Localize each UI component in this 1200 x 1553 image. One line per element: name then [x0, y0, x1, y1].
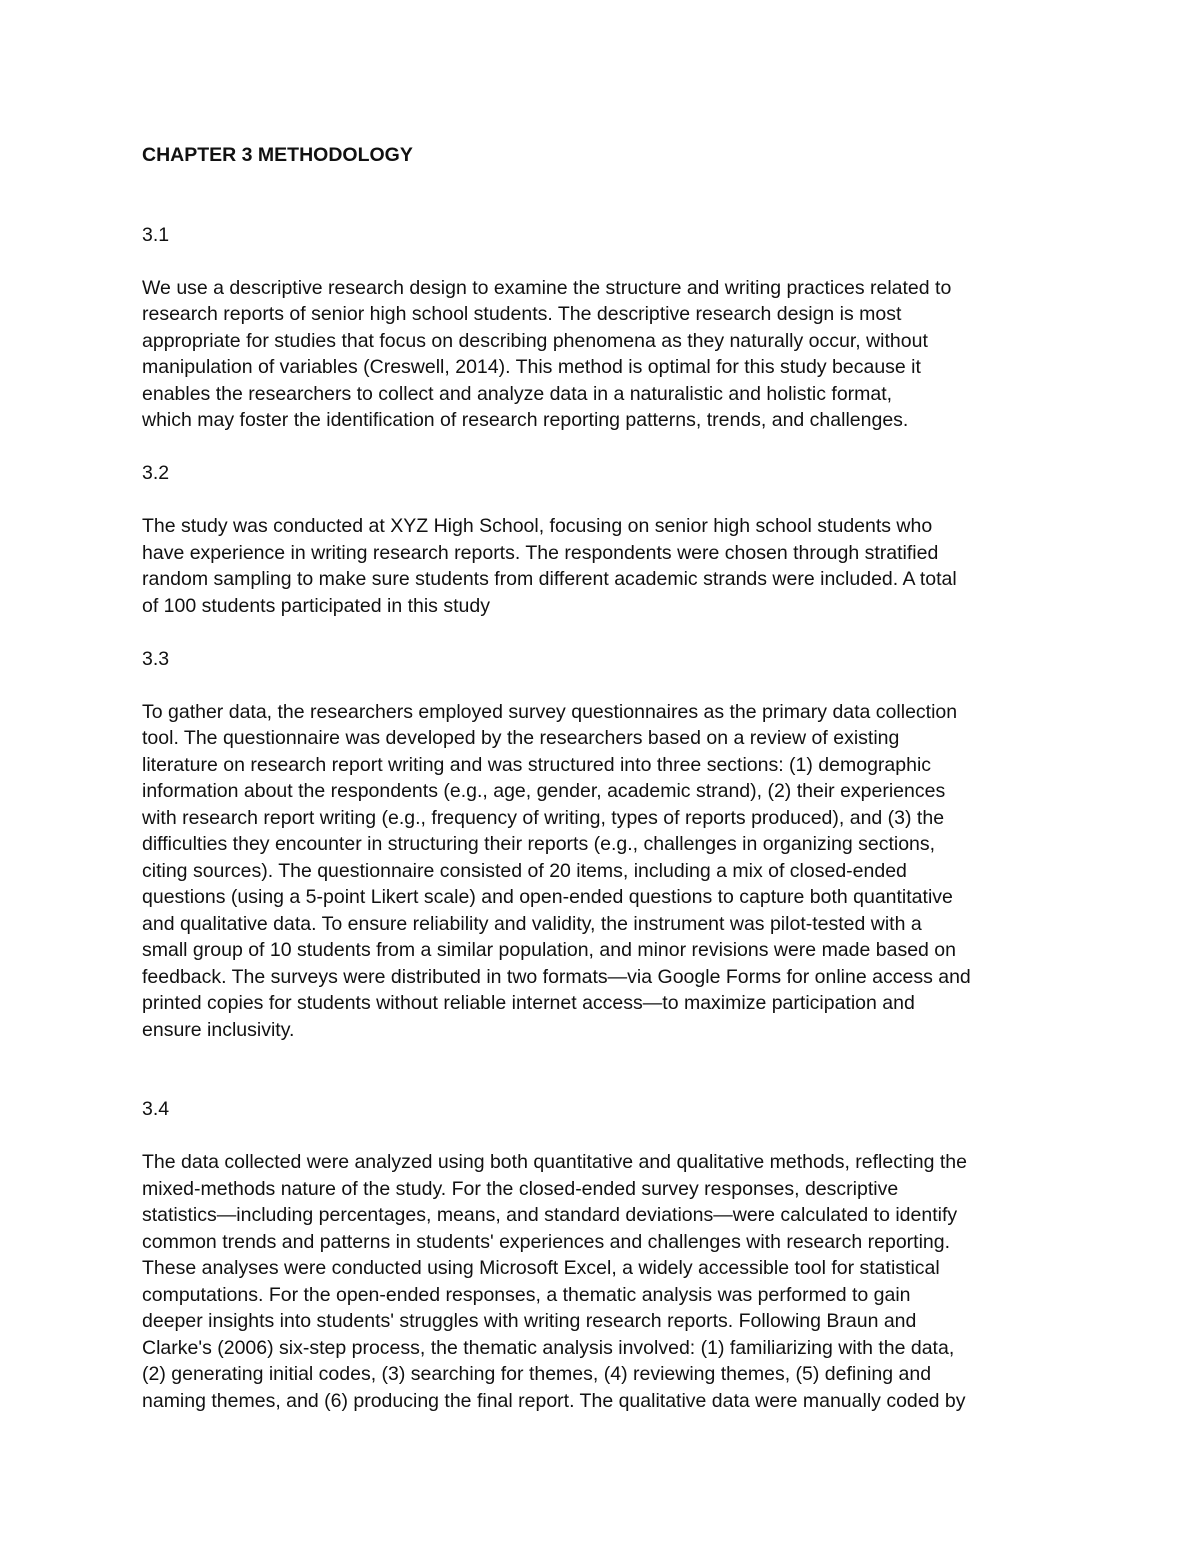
paragraph-line: manipulation of variables (Creswell, 2014). This method is optimal for this study because it: [142, 356, 921, 378]
paragraph-line: and qualitative data. To ensure reliability and validity, the instrument was pilot-tested with a: [142, 912, 922, 935]
paragraph-line: information about the respondents (e.g., age, gender, academic strand), (2) their experiences: [142, 780, 946, 802]
paragraph-line: Clarke's (2006) six-step process, the thematic analysis involved: (1) familiarizing with the data,: [142, 1336, 955, 1359]
paragraph-line: tool. The questionnaire was developed by the researchers based on a review of existing: [142, 727, 900, 749]
spacer: [142, 169, 1067, 222]
paragraph-line: literature on research report writing and was structured into three sections: (1) demographic: [142, 753, 932, 776]
paragraph-line: with research report writing (e.g., frequency of writing, types of reports produced), and (3) the: [142, 806, 945, 829]
paragraph-line: We use a descriptive research design to examine the structure and writing practices related to: [142, 276, 952, 299]
chapter-title: CHAPTER 3 METHODOLOGY: [142, 144, 413, 166]
paragraph-line: ensure inclusivity.: [142, 1018, 295, 1041]
paragraph-line: enables the researchers to collect and analyze data in a naturalistic and holistic format,: [142, 382, 893, 405]
paragraph-line: To gather data, the researchers employed survey questionnaires as the primary data collection: [142, 700, 958, 723]
paragraph-line: appropriate for studies that focus on describing phenomena as they naturally occur, without: [142, 329, 928, 352]
paragraph-line: statistics—including percentages, means, and standard deviations—were calculated to identify: [142, 1204, 958, 1226]
paragraph-line: These analyses were conducted using Microsoft Excel, a widely accessible tool for statistical: [142, 1257, 940, 1279]
section-paragraph-3-1: [142, 275, 1067, 434]
paragraph-line: (2) generating initial codes, (3) searching for themes, (4) reviewing themes, (5) defining and: [142, 1363, 932, 1385]
section-number-3-3: 3.3: [142, 647, 170, 670]
document-body: [142, 142, 1067, 1414]
paragraph-line: mixed-methods nature of the study. For the closed-ended survey responses, descriptive: [142, 1177, 899, 1200]
paragraph-line: difficulties they encounter in structuring their reports (e.g., challenges in organizing sections,: [142, 833, 936, 855]
section-paragraph-3-3: [142, 699, 1067, 1044]
paragraph-line: citing sources). The questionnaire consisted of 20 items, including a mix of closed-ended: [142, 859, 907, 882]
section-paragraph-3-2: [142, 513, 1067, 619]
paragraph-line: The data collected were analyzed using both quantitative and qualitative methods, reflecting the: [142, 1151, 967, 1173]
paragraph-line: small group of 10 students from a similar population, and minor revisions were made based on: [142, 939, 957, 961]
paragraph-line: feedback. The surveys were distributed in two formats—via Google Forms for online access and: [142, 965, 971, 988]
paragraph-line: of 100 students participated in this study: [142, 594, 490, 617]
paragraph-line: which may foster the identification of research reporting patterns, trends, and challenges.: [142, 409, 909, 431]
paragraph-line: research reports of senior high school students. The descriptive research design is most: [142, 303, 902, 325]
paragraph-line: random sampling to make sure students from different academic strands were included. A total: [142, 568, 957, 590]
section-number-3-4: 3.4: [142, 1098, 170, 1120]
paragraph-line: computations. For the open-ended responses, a thematic analysis was performed to gain: [142, 1283, 911, 1306]
paragraph-line: naming themes, and (6) producing the final report. The qualitative data were manually coded by: [142, 1389, 966, 1412]
section-number-3-2: 3.2: [142, 462, 170, 484]
paragraph-line: have experience in writing research reports. The respondents were chosen through stratified: [142, 541, 939, 564]
section-paragraph-3-4: [142, 1149, 1067, 1414]
paragraph-line: The study was conducted at XYZ High School, focusing on senior high school students who: [142, 515, 933, 537]
section-number-3-1: 3.1: [142, 223, 170, 246]
paragraph-line: common trends and patterns in students' experiences and challenges with research reporting.: [142, 1230, 951, 1253]
paragraph-line: deeper insights into students' struggles with writing research reports. Following Braun and: [142, 1310, 917, 1332]
paragraph-line: questions (using a 5-point Likert scale) and open-ended questions to capture both quantitative: [142, 886, 953, 908]
paragraph-line: printed copies for students without reliable internet access—to maximize participation and: [142, 992, 915, 1014]
